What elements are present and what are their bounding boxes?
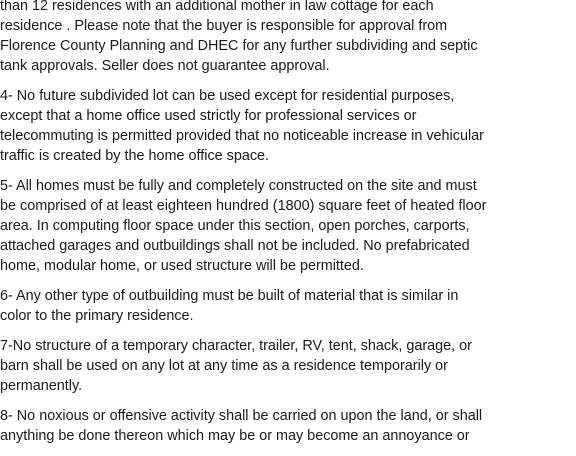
text-line: attached garages and outbuildings shall not be included. No prefabricated	[0, 238, 470, 254]
paragraph-3-continued	[0, 0, 576, 76]
text-line: color to the primary residence.	[0, 308, 194, 324]
text-line: area. In computing floor space under this section, open porches, carports,	[0, 218, 470, 234]
text-line: 8- No noxious or offensive activity shall be carried on upon the land, or shall	[0, 408, 483, 424]
text-line: barn shall be used on any lot at any time as a residence temporarily or	[0, 358, 448, 374]
text-line: except that a home office used strictly for professional services or	[0, 108, 417, 124]
paragraph-7	[0, 336, 576, 396]
text-line: Florence County Planning and DHEC for any further subdividing and septic	[0, 38, 478, 54]
text-line: be comprised of at least eighteen hundred (1800) square feet of heated floor	[0, 198, 487, 214]
text-line: than 12 residences with an additional mother in law cottage for each	[0, 0, 434, 14]
text-line: home, modular home, or used structure will be permitted.	[0, 258, 364, 274]
paragraph-4	[0, 86, 576, 166]
text-line: 5- All homes must be fully and completely constructed on the site and must	[0, 178, 477, 194]
paragraph-5	[0, 176, 576, 276]
paragraph-6	[0, 286, 576, 326]
text-line: telecommuting is permitted provided that no noticeable increase in vehicular	[0, 128, 484, 144]
paragraph-8	[0, 406, 576, 446]
text-line: 4- No future subdivided lot can be used except for residential purposes,	[0, 88, 455, 104]
text-line: residence . Please note that the buyer is responsible for approval from	[0, 18, 448, 34]
text-line: tank approvals. Seller does not guarantee approval.	[0, 58, 330, 74]
text-line: 6- Any other type of outbuilding must be built of material that is similar in	[0, 288, 459, 304]
text-line: 7-No structure of a temporary character, trailer, RV, tent, shack, garage, or	[0, 338, 472, 354]
text-line: permanently.	[0, 378, 83, 394]
text-line: traffic is created by the home office space.	[0, 148, 270, 164]
text-line: anything be done thereon which may be or may become an annoyance or	[0, 428, 470, 444]
